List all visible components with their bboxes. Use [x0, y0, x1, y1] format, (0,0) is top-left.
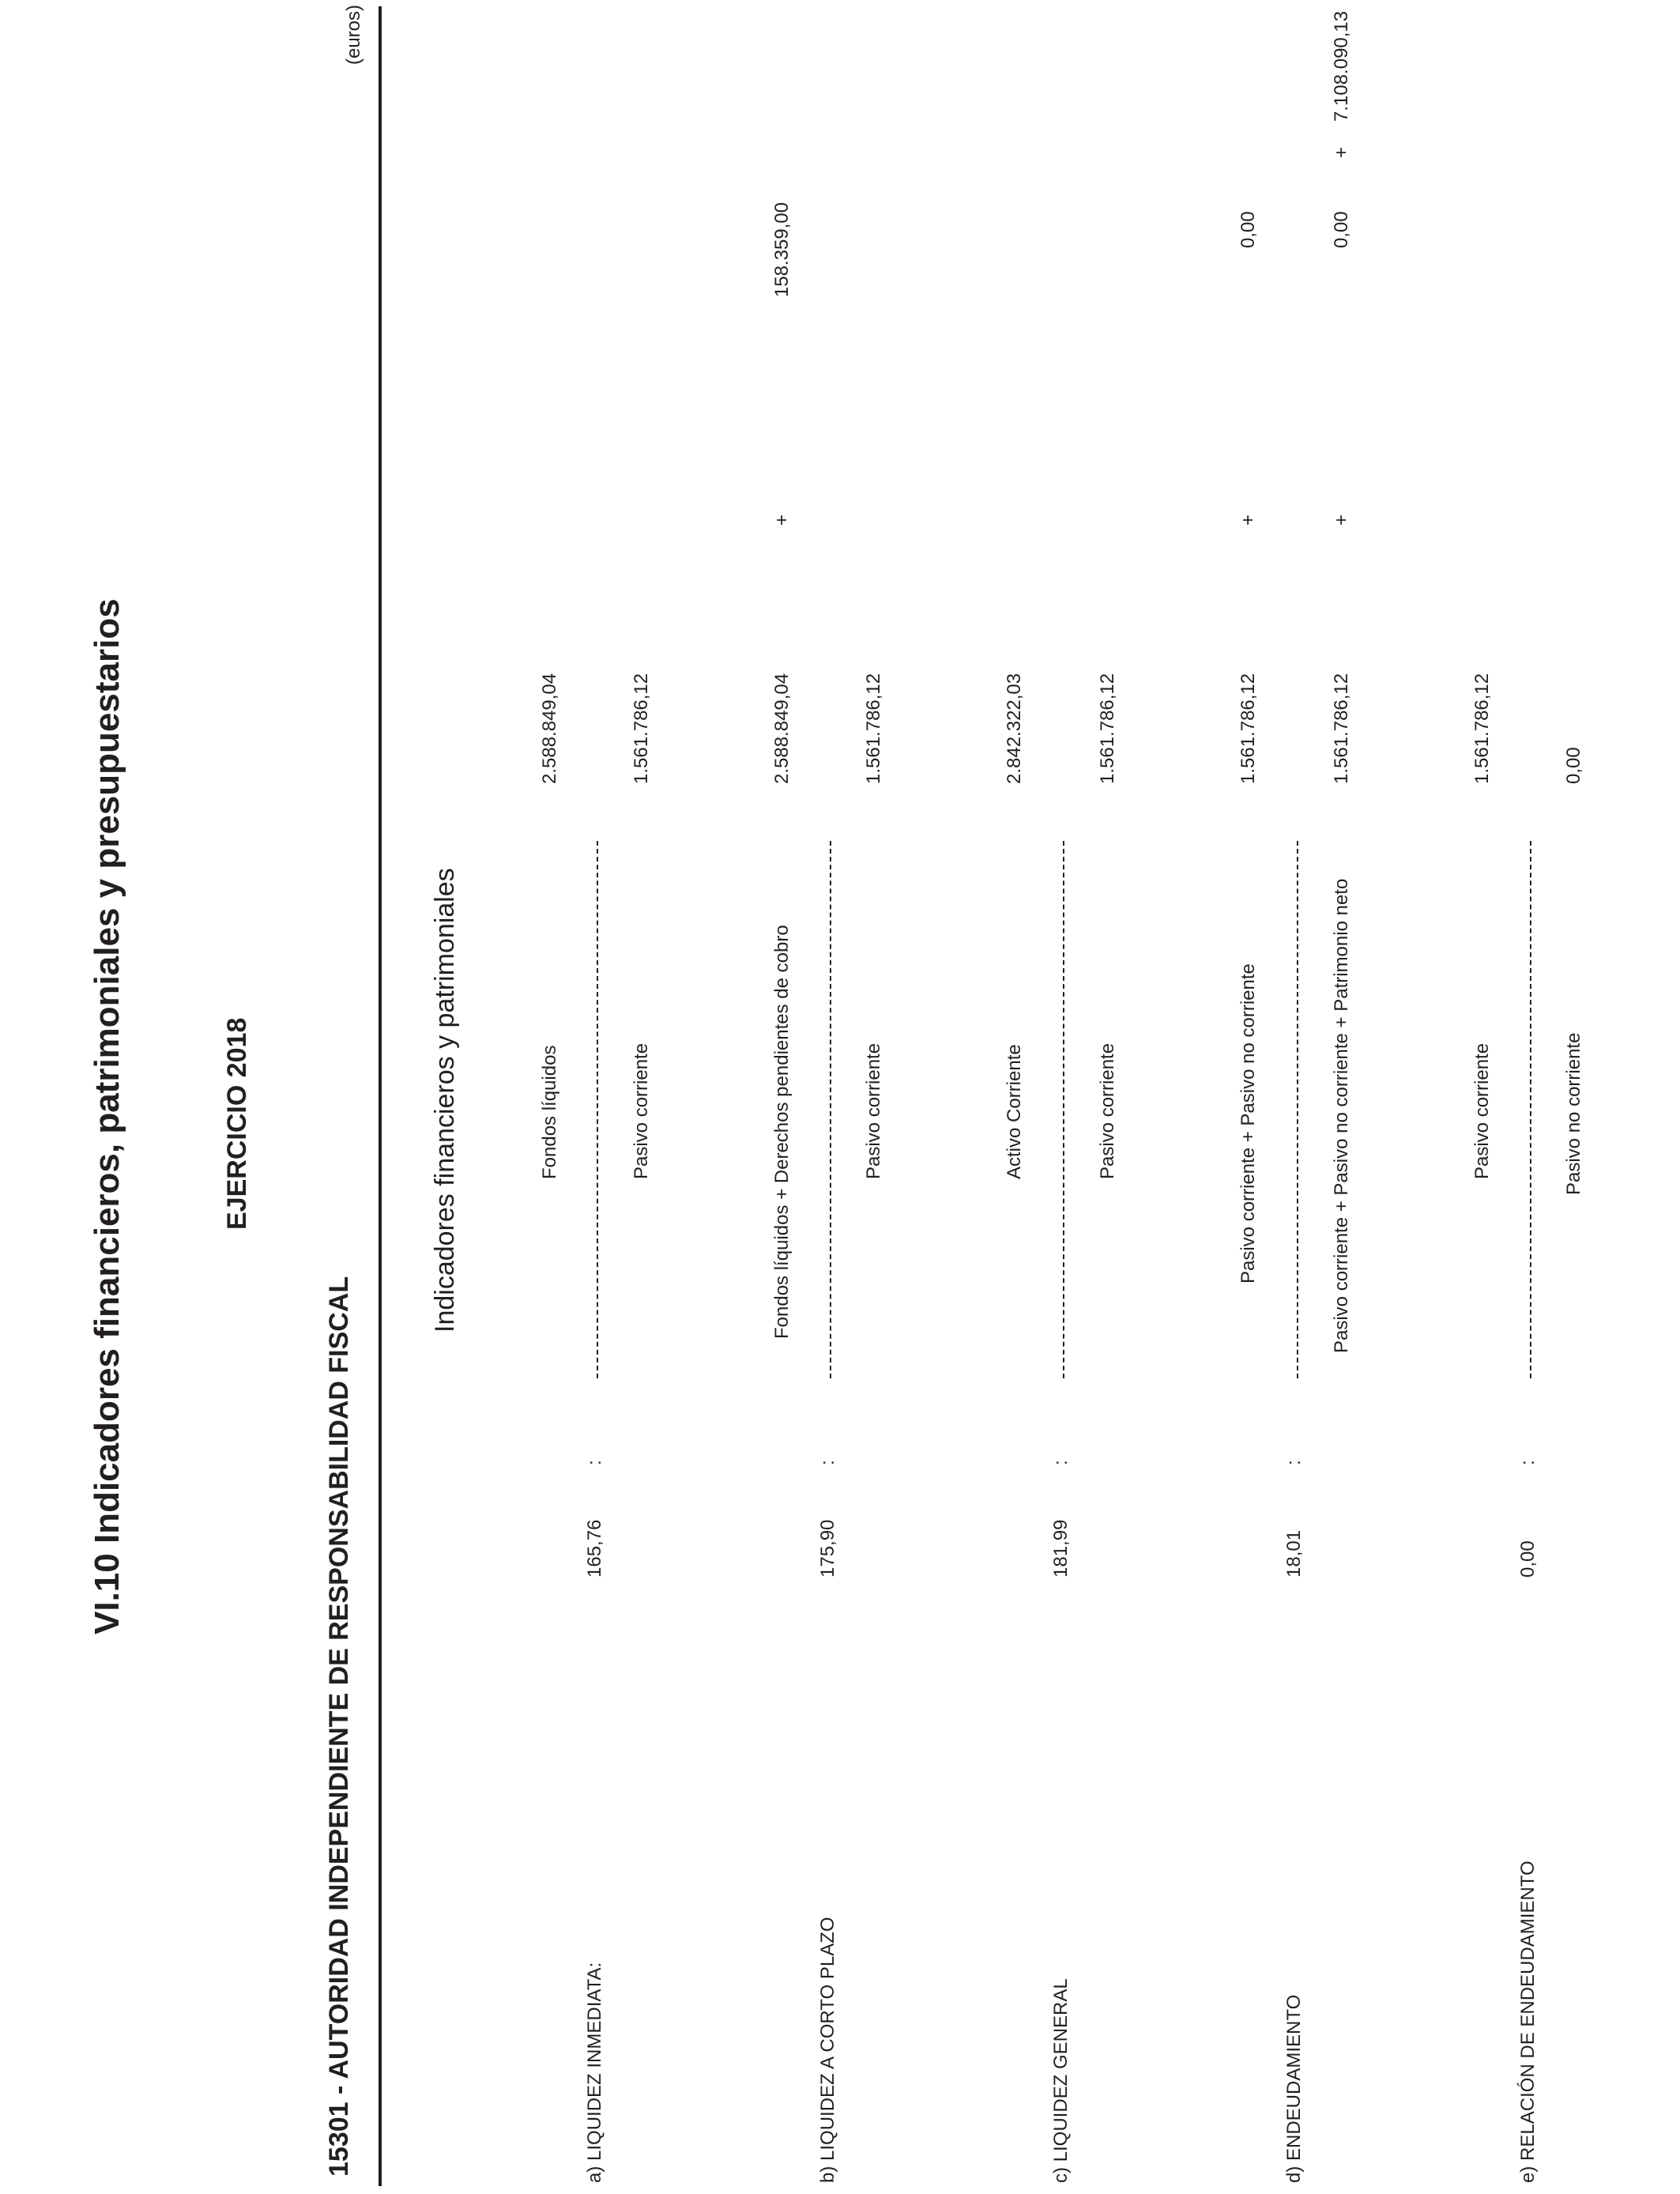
indicator-label: b) LIQUIDEZ A CORTO PLAZO	[817, 1917, 838, 2183]
indicator-denominator: Pasivo corriente	[863, 1042, 884, 1179]
units-label: (euros)	[343, 4, 364, 65]
indicator-denominator: Pasivo corriente + Pasivo no corriente + Patrimonio neto	[1331, 878, 1352, 1353]
indicator-colon: :	[1050, 1460, 1072, 1465]
denominator-value: 1.561.786,12	[1097, 673, 1118, 784]
indicator-denominator: Pasivo corriente	[1097, 1042, 1118, 1179]
indicator-numerator: Pasivo corriente	[1471, 1042, 1493, 1179]
section-title: Indicadores financieros y patrimoniales	[430, 868, 460, 1333]
numerator-value: 1.561.786,12	[1471, 673, 1493, 784]
page-title: VI.10 Indicadores financieros, patrimoniales y presupuestarios	[88, 598, 126, 1634]
indicator-colon: :	[584, 1460, 605, 1465]
header-rule	[379, 6, 382, 2186]
indicator-denominator: Pasivo corriente	[631, 1042, 652, 1179]
plus-sign: +	[1237, 514, 1259, 526]
numerator-value-2: 158.359,00	[771, 202, 793, 297]
indicator-label: a) LIQUIDEZ INMEDIATA:	[584, 1962, 605, 2183]
indicator-numerator: Fondos líquidos	[539, 1045, 560, 1179]
indicator-ratio: 181,99	[1050, 1519, 1072, 1578]
numerator-value-2: 0,00	[1237, 211, 1259, 248]
indicator-numerator: Pasivo corriente + Pasivo no corriente	[1237, 963, 1259, 1284]
numerator-value: 2.588.849,04	[539, 673, 560, 784]
indicator-colon: :	[817, 1460, 838, 1465]
fraction-line	[830, 841, 831, 1378]
denominator-value-3: 7.108.090,13	[1331, 10, 1352, 122]
indicator-numerator: Fondos líquidos + Derechos pendientes de cobro	[771, 925, 793, 1339]
indicator-denominator: Pasivo no corriente	[1563, 1032, 1584, 1195]
indicator-colon: :	[1283, 1460, 1305, 1465]
plus-sign: +	[1331, 514, 1352, 526]
denominator-value-2: 0,00	[1331, 211, 1352, 248]
indicator-colon: :	[1517, 1460, 1539, 1465]
plus-sign: +	[1331, 146, 1352, 158]
numerator-value: 2.842.322,03	[1004, 673, 1025, 784]
fraction-line	[1063, 841, 1064, 1378]
indicator-ratio: 18,01	[1283, 1529, 1305, 1578]
denominator-value: 0,00	[1563, 747, 1584, 784]
numerator-value: 2.588.849,04	[771, 673, 793, 784]
denominator-value: 1.561.786,12	[631, 673, 652, 784]
denominator-value: 1.561.786,12	[1331, 673, 1352, 784]
indicator-ratio: 165,76	[584, 1519, 605, 1578]
plus-sign: +	[771, 514, 793, 526]
fraction-line	[1530, 841, 1531, 1378]
indicator-ratio: 175,90	[817, 1519, 838, 1578]
denominator-value: 1.561.786,12	[863, 673, 884, 784]
fiscal-year: EJERCICIO 2018	[222, 1017, 252, 1230]
fraction-line	[597, 841, 598, 1378]
indicator-ratio: 0,00	[1517, 1540, 1539, 1578]
indicator-label: e) RELACIÓN DE ENDEUDAMIENTO	[1517, 1860, 1539, 2183]
entity-title: 15301 - AUTORIDAD INDEPENDIENTE DE RESPONSABILIDAD FISCAL	[324, 1276, 354, 2177]
indicator-label: c) LIQUIDEZ GENERAL	[1050, 1978, 1072, 2183]
indicator-label: d) ENDEUDAMIENTO	[1283, 1994, 1305, 2183]
numerator-value: 1.561.786,12	[1237, 673, 1259, 784]
indicator-numerator: Activo Corriente	[1004, 1044, 1025, 1179]
fraction-line	[1297, 841, 1298, 1378]
